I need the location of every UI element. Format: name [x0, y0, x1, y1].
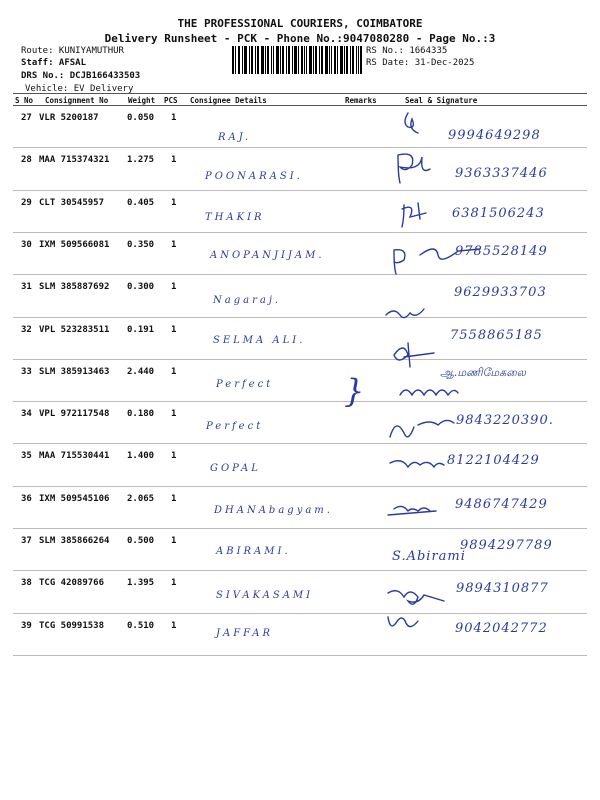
- row-consignment: MAA 715530441: [39, 451, 110, 461]
- row-weight: 0.405: [127, 198, 155, 208]
- signature-34: [390, 420, 454, 437]
- row-pcs: 1: [171, 325, 177, 335]
- row-phone-handwritten: 7558865185: [450, 328, 543, 344]
- table-top-rule: [13, 93, 587, 94]
- col-remarks: Remarks: [345, 96, 377, 105]
- row-consignment: VPL 523283511: [39, 325, 110, 335]
- row-consignment: IXM 509566081: [39, 240, 110, 250]
- col-consignment: Consignment No: [45, 96, 109, 105]
- row-pcs: 1: [171, 240, 177, 250]
- row-consignee-handwritten: ANOPANJIJAM.: [210, 250, 325, 262]
- company-title: THE PROFESSIONAL COURIERS, COIMBATORE: [177, 17, 423, 30]
- runsheet-subtitle: Delivery Runsheet - PCK - Phone No.:9047080280 - Page No.:3: [104, 32, 496, 45]
- row-pcs: 1: [171, 198, 177, 208]
- row-consignee-handwritten: SELMA ALI.: [213, 334, 306, 346]
- row-consignment: VLR 5200187: [39, 113, 99, 123]
- row-sno: 38: [21, 578, 32, 588]
- row-consignment: TCG 50991538: [39, 621, 105, 631]
- signature-35: [390, 461, 444, 467]
- row-consignee-handwritten: Perfect: [206, 421, 264, 432]
- row-pcs: 1: [171, 451, 177, 461]
- row-consignee-handwritten: POONARASI.: [205, 170, 303, 182]
- row-sno: 35: [21, 451, 32, 461]
- row-phone-handwritten: 9629933703: [454, 285, 547, 301]
- row-phone-handwritten: 8122104429: [447, 453, 540, 469]
- signature-33: [400, 390, 458, 395]
- row-weight: 1.395: [127, 578, 155, 588]
- signature-29: [402, 203, 426, 227]
- row-phone-handwritten: 9994649298: [448, 127, 541, 143]
- signature-name-tamil: ஆ.மணிமேகலை: [440, 366, 526, 379]
- row-phone-handwritten: 9843220390.: [456, 412, 554, 428]
- row-phone-handwritten: 6381506243: [452, 206, 545, 221]
- row-consignee-handwritten: ABIRAMI.: [216, 546, 291, 558]
- row-pcs: 1: [171, 367, 177, 377]
- row-consignee-handwritten: THAKIR: [205, 211, 265, 223]
- row-consignee-handwritten: Perfect: [216, 379, 274, 390]
- row-pcs: 1: [171, 578, 177, 588]
- row-weight: 0.050: [127, 113, 155, 123]
- row-consignment: SLM 385913463: [39, 367, 110, 377]
- remarks-brace: }: [344, 372, 365, 410]
- row-phone-handwritten: 9894310877: [456, 581, 549, 597]
- row-pcs: 1: [171, 621, 177, 631]
- row-weight: 0.510: [127, 621, 155, 631]
- row-pcs: 1: [171, 536, 177, 546]
- row-sno: 39: [21, 621, 32, 631]
- rs-date: RS Date: 31-Dec-2025: [366, 58, 475, 68]
- col-pcs: PCS: [164, 96, 178, 105]
- rs-number: RS No.: 1664335: [366, 46, 448, 56]
- row-consignment: TCG 42089766: [39, 578, 105, 588]
- row-pcs: 1: [171, 155, 177, 165]
- row-sno: 29: [21, 198, 32, 208]
- row-phone-handwritten: 9042042772: [455, 620, 548, 636]
- row-weight: 2.440: [127, 367, 155, 377]
- row-divider: [13, 655, 587, 656]
- row-consignment: SLM 385866264: [39, 536, 110, 546]
- row-consignment: IXM 509545106: [39, 494, 110, 504]
- row-sno: 31: [21, 282, 32, 292]
- row-sno: 28: [21, 155, 32, 165]
- col-consignee: Consignee Details: [190, 96, 267, 105]
- signature-36: [388, 506, 436, 515]
- signature-name-abirami: S.Abirami: [392, 549, 466, 564]
- row-pcs: 1: [171, 282, 177, 292]
- signature-31: [386, 309, 424, 318]
- row-consignee-handwritten: RAJ.: [218, 131, 252, 143]
- row-phone-handwritten: 9785528149: [455, 243, 548, 259]
- row-weight: 1.400: [127, 451, 155, 461]
- row-sno: 30: [21, 240, 32, 250]
- row-sno: 37: [21, 536, 32, 546]
- row-pcs: 1: [171, 494, 177, 504]
- row-consignment: VPL 972117548: [39, 409, 110, 419]
- signature-27: [405, 113, 418, 133]
- row-sno: 27: [21, 113, 32, 123]
- vehicle-label: Vehicle: EV Delivery: [25, 84, 134, 94]
- signature-38: [388, 591, 444, 604]
- row-phone-handwritten: 9894297789: [460, 538, 553, 553]
- row-sno: 32: [21, 325, 32, 335]
- row-sno: 36: [21, 494, 32, 504]
- row-sno: 33: [21, 367, 32, 377]
- row-consignment: SLM 385887692: [39, 282, 110, 292]
- row-consignee-handwritten: JAFFAR: [216, 628, 273, 640]
- row-weight: 0.180: [127, 409, 155, 419]
- route-label: Route: KUNIYAMUTHUR: [21, 46, 124, 56]
- signature-28: [398, 154, 430, 183]
- row-sno: 34: [21, 409, 32, 419]
- row-consignee-handwritten: Nagaraj.: [213, 294, 282, 306]
- row-weight: 0.191: [127, 325, 155, 335]
- row-phone-handwritten: 9486747429: [455, 496, 548, 512]
- row-consignment: CLT 30545957: [39, 198, 105, 208]
- row-consignment: MAA 715374321: [39, 155, 110, 165]
- staff-label: Staff: AFSAL: [21, 58, 87, 68]
- signature-30: [394, 249, 480, 274]
- row-consignee-handwritten: SIVAKASAMI: [216, 589, 314, 601]
- drs-number: DRS No.: DCJB166433503: [21, 71, 141, 81]
- row-weight: 2.065: [127, 494, 155, 504]
- col-weight: Weight: [128, 96, 156, 105]
- row-weight: 0.300: [127, 282, 155, 292]
- row-weight: 1.275: [127, 155, 155, 165]
- col-sno: S No: [15, 96, 34, 105]
- row-weight: 0.500: [127, 536, 155, 546]
- row-consignee-handwritten: GOPAL: [210, 463, 261, 474]
- barcode-image: [232, 46, 362, 74]
- signature-39: [388, 617, 418, 627]
- row-consignee-handwritten: DHANAbagyam.: [214, 505, 333, 517]
- row-phone-handwritten: 9363337446: [455, 165, 548, 181]
- row-pcs: 1: [171, 113, 177, 123]
- signature-32: [394, 343, 434, 367]
- row-pcs: 1: [171, 409, 177, 419]
- row-weight: 0.350: [127, 240, 155, 250]
- col-seal-signature: Seal & Signature: [405, 96, 478, 105]
